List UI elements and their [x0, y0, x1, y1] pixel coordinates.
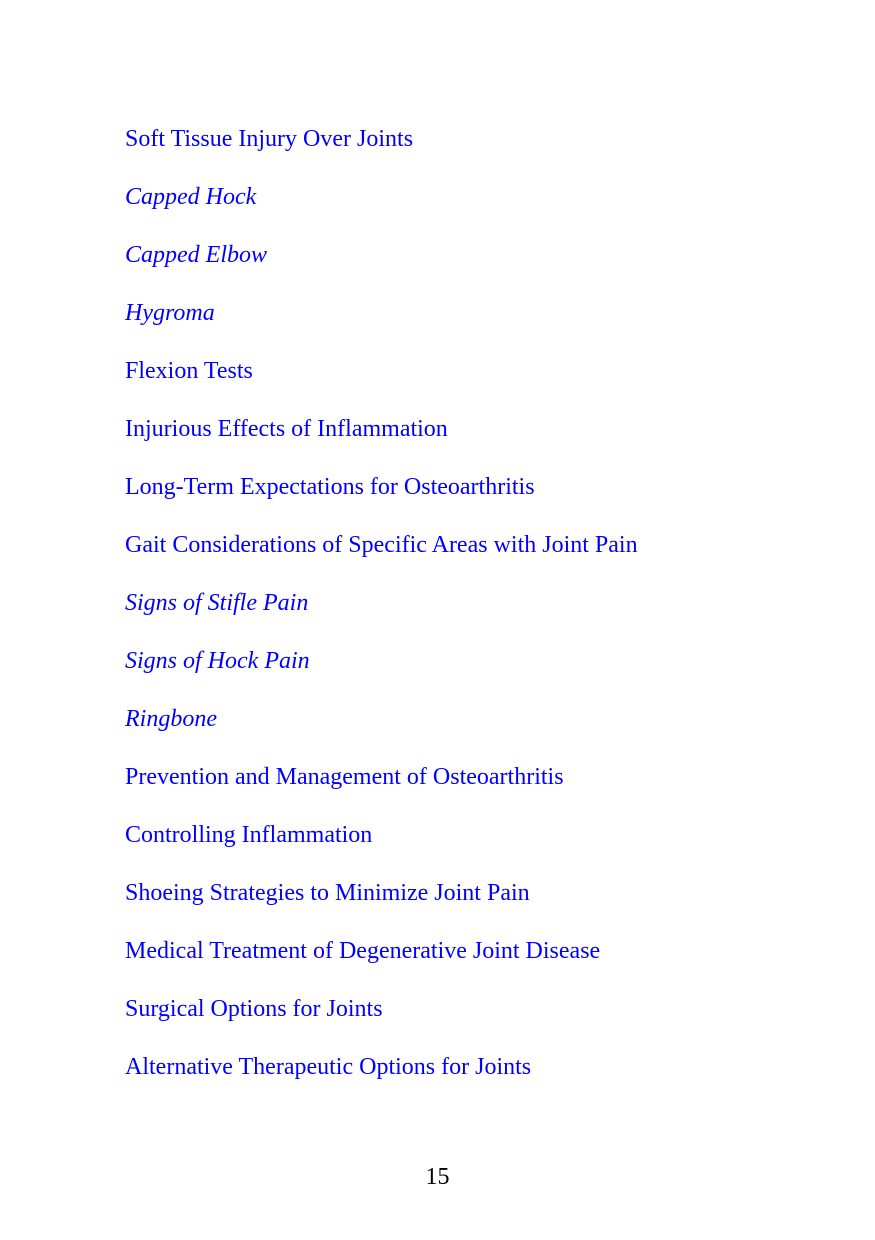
toc-link[interactable]: Signs of Hock Pain	[125, 648, 310, 674]
toc-item	[125, 528, 638, 586]
toc-link[interactable]: Alternative Therapeutic Options for Joints	[125, 1054, 532, 1080]
toc-link[interactable]: Flexion Tests	[125, 358, 253, 384]
toc-item	[125, 934, 638, 992]
toc-link[interactable]: Surgical Options for Joints	[125, 996, 383, 1022]
toc-item	[125, 122, 638, 180]
toc-link[interactable]: Shoeing Strategies to Minimize Joint Pain	[125, 880, 530, 906]
toc-item	[125, 470, 638, 528]
toc-link[interactable]: Capped Hock	[125, 184, 257, 210]
toc-item	[125, 354, 638, 412]
toc-item	[125, 238, 638, 296]
toc-link[interactable]: Medical Treatment of Degenerative Joint Disease	[125, 938, 601, 964]
toc-item	[125, 876, 638, 934]
toc-link[interactable]: Injurious Effects of Inflammation	[125, 416, 448, 442]
toc-link[interactable]: Hygroma	[125, 300, 215, 326]
toc-item	[125, 644, 638, 702]
toc-item	[125, 760, 638, 818]
toc-item	[125, 296, 638, 354]
toc-item	[125, 702, 638, 760]
toc-link[interactable]: Signs of Stifle Pain	[125, 590, 309, 616]
toc-item	[125, 992, 638, 1050]
toc-item	[125, 1050, 638, 1108]
toc-link[interactable]: Soft Tissue Injury Over Joints	[125, 126, 414, 152]
toc-link[interactable]: Prevention and Management of Osteoarthritis	[125, 764, 564, 790]
toc-link[interactable]: Long-Term Expectations for Osteoarthritis	[125, 474, 535, 500]
toc-link[interactable]: Capped Elbow	[125, 242, 267, 268]
table-of-contents	[125, 122, 638, 1108]
toc-item	[125, 818, 638, 876]
toc-item	[125, 586, 638, 644]
toc-link[interactable]: Gait Considerations of Specific Areas with Joint Pain	[125, 532, 638, 558]
toc-item	[125, 412, 638, 470]
toc-item	[125, 180, 638, 238]
toc-link[interactable]: Ringbone	[125, 706, 217, 732]
page-number: 15	[425, 1164, 450, 1190]
toc-link[interactable]: Controlling Inflammation	[125, 822, 373, 848]
